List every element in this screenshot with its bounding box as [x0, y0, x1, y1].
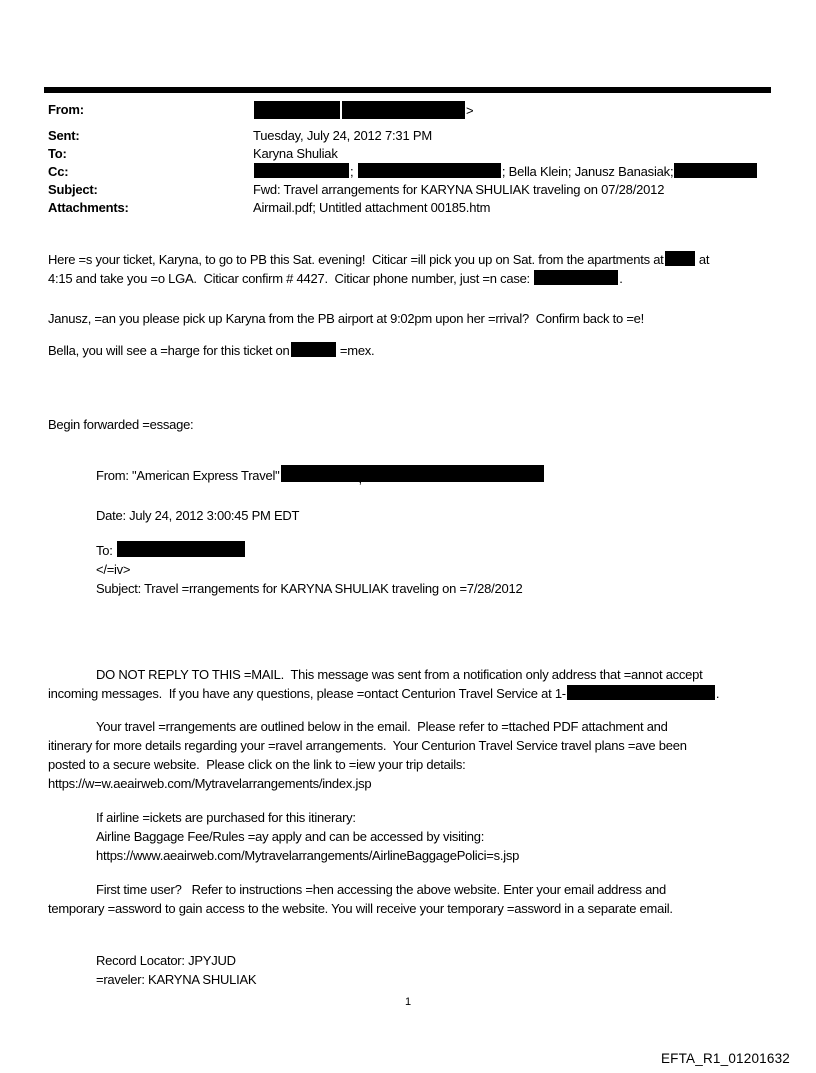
- text-segment: 4:15 and take you =o LGA. Citicar confirm # 4427. Citicar phone number, just =n case:: [48, 271, 534, 286]
- fwd-to-block: [96, 541, 522, 598]
- text-segment: temporary =assword to gain access to the website. You will receive your temporary =assword in a separate email.: [48, 901, 673, 916]
- header-row-cc: [48, 163, 772, 181]
- text-line: [48, 880, 673, 899]
- header-value-subject: [253, 181, 664, 199]
- intro-paragraph: [48, 250, 709, 288]
- redaction-box: [358, 163, 501, 178]
- text-line: [48, 665, 719, 684]
- first-time-user-paragraph: [48, 880, 673, 918]
- redaction-box: [567, 685, 715, 700]
- baggage-info-block: [96, 808, 519, 865]
- text-segment: Date: July 24, 2012 3:00:45 PM EDT: [96, 508, 300, 523]
- text-segment: Airmail.pdf; Untitled attachment 00185.htm: [253, 200, 491, 215]
- text-segment: DO NOT REPLY TO THIS =MAIL. This message was sent from a notification only address that =annot accept: [96, 667, 703, 682]
- text-segment: https://w=w.aeairweb.com/Mytravelarrangements/index.jsp: [48, 776, 372, 791]
- email-header: [48, 101, 772, 217]
- text-line: [96, 808, 519, 827]
- header-row-subject: [48, 181, 772, 199]
- fwd-from-line: [96, 465, 545, 484]
- header-value-attachments: [253, 199, 490, 217]
- header-value-sent: [253, 127, 432, 145]
- text-segment: Karyna Shuliak: [253, 146, 338, 161]
- header-row-from: [48, 101, 772, 127]
- text-segment: ; Bella Klein; Janusz Banasiak;: [501, 164, 674, 179]
- text-segment: incoming messages. If you have any questions, please =ontact Centurion Travel Service at 1-: [48, 686, 566, 701]
- header-label-attachments: Attachments:: [48, 200, 129, 215]
- page-number: 1: [404, 996, 412, 1008]
- text-line: [96, 579, 522, 598]
- text-segment: To:: [96, 543, 116, 558]
- text-segment: >: [466, 103, 474, 118]
- text-segment: =mex.: [336, 343, 375, 358]
- text-segment: posted to a secure website. Please click on the link to =iew your trip details:: [48, 757, 466, 772]
- bella-paragraph: [48, 341, 374, 360]
- text-segment: itinerary for more details regarding your =ravel arrangements. Your Centurion Travel Service travel plans =ave been: [48, 738, 687, 753]
- travel-arrangements-paragraph: [48, 717, 687, 793]
- text-segment: Here =s your ticket, Karyna, to go to PB this Sat. evening! Citicar =ill pick you up on Sat. from the apartments at: [48, 252, 664, 267]
- bates-number: EFTA_R1_01201632: [660, 1051, 790, 1066]
- redaction-box: [291, 342, 336, 357]
- header-value-from: [253, 101, 473, 120]
- text-segment: From: "American Express Travel": [96, 468, 280, 483]
- text-line: [48, 684, 719, 703]
- header-value-cc: [253, 163, 758, 181]
- text-segment: Record Locator: JPYJUD: [96, 953, 236, 968]
- text-segment: Bella, you will see a =harge for this ticket on: [48, 343, 290, 358]
- text-segment: Janusz, =an you please pick up Karyna from the PB airport at 9:02pm upon her =rrival? Confirm back to =e!: [48, 311, 645, 326]
- text-segment: ;: [350, 164, 357, 179]
- begin-forwarded-line: [48, 415, 193, 434]
- header-label-from: From:: [48, 102, 84, 117]
- header-value-to: [253, 145, 338, 163]
- header-label-sent: Sent:: [48, 128, 80, 143]
- header-label-subject: Subject:: [48, 182, 98, 197]
- header-label-cc: Cc:: [48, 164, 69, 179]
- text-line: [48, 250, 709, 269]
- text-line: [48, 774, 687, 793]
- redaction-box: [254, 163, 349, 178]
- text-line: [96, 951, 256, 970]
- redaction-box: [281, 465, 544, 486]
- text-segment: Your travel =rrangements are outlined below in the email. Please refer to =ttached PDF attachment and: [96, 719, 668, 734]
- text-segment: =raveler: KARYNA SHULIAK: [96, 972, 257, 987]
- janusz-paragraph: [48, 309, 644, 328]
- header-row-attachments: [48, 199, 772, 217]
- text-segment: https://www.aeairweb.com/Mytravelarrangements/AirlineBaggagePolici=s.jsp: [96, 848, 520, 863]
- text-segment: at: [695, 252, 710, 267]
- text-segment: </=iv>: [96, 562, 131, 577]
- header-row-sent: [48, 127, 772, 145]
- text-line: [48, 415, 193, 434]
- text-line: [48, 341, 374, 360]
- redaction-box: [342, 101, 465, 119]
- redaction-box: [117, 541, 245, 557]
- text-line: [96, 506, 299, 525]
- text-segment: .: [715, 686, 720, 701]
- text-segment: If airline =ickets are purchased for this itinerary:: [96, 810, 356, 825]
- redaction-box: [665, 251, 695, 266]
- text-segment: Fwd: Travel arrangements for KARYNA SHULIAK traveling on 07/28/2012: [253, 182, 665, 197]
- text-line: [48, 309, 644, 328]
- redacted-peek-char: ,: [358, 471, 362, 486]
- text-line: [96, 465, 545, 484]
- text-line: [48, 755, 687, 774]
- redaction-box: [674, 163, 757, 178]
- text-segment: Tuesday, July 24, 2012 7:31 PM: [253, 128, 432, 143]
- text-line: [48, 899, 673, 918]
- text-line: [96, 541, 522, 560]
- do-not-reply-paragraph: [48, 665, 719, 703]
- redaction-box: [254, 101, 340, 119]
- top-rule: [44, 87, 771, 93]
- text-segment: .: [619, 271, 623, 286]
- text-segment: Subject: Travel =rrangements for KARYNA SHULIAK traveling on =7/28/2012: [96, 581, 523, 596]
- text-line: [96, 560, 522, 579]
- text-line: [96, 970, 256, 989]
- text-line: [96, 846, 519, 865]
- text-line: [48, 717, 687, 736]
- text-line: [48, 269, 709, 288]
- text-segment: Airline Baggage Fee/Rules =ay apply and can be accessed by visiting:: [96, 829, 485, 844]
- text-segment: Begin forwarded =essage:: [48, 417, 194, 432]
- text-segment: First time user? Refer to instructions =hen accessing the above website. Enter your email address and: [96, 882, 667, 897]
- fwd-date-line: [96, 506, 299, 525]
- header-row-to: [48, 145, 772, 163]
- text-line: [96, 827, 519, 846]
- header-label-to: To:: [48, 146, 67, 161]
- text-line: [48, 736, 687, 755]
- record-locator-block: [96, 951, 256, 989]
- redaction-box: [534, 270, 618, 285]
